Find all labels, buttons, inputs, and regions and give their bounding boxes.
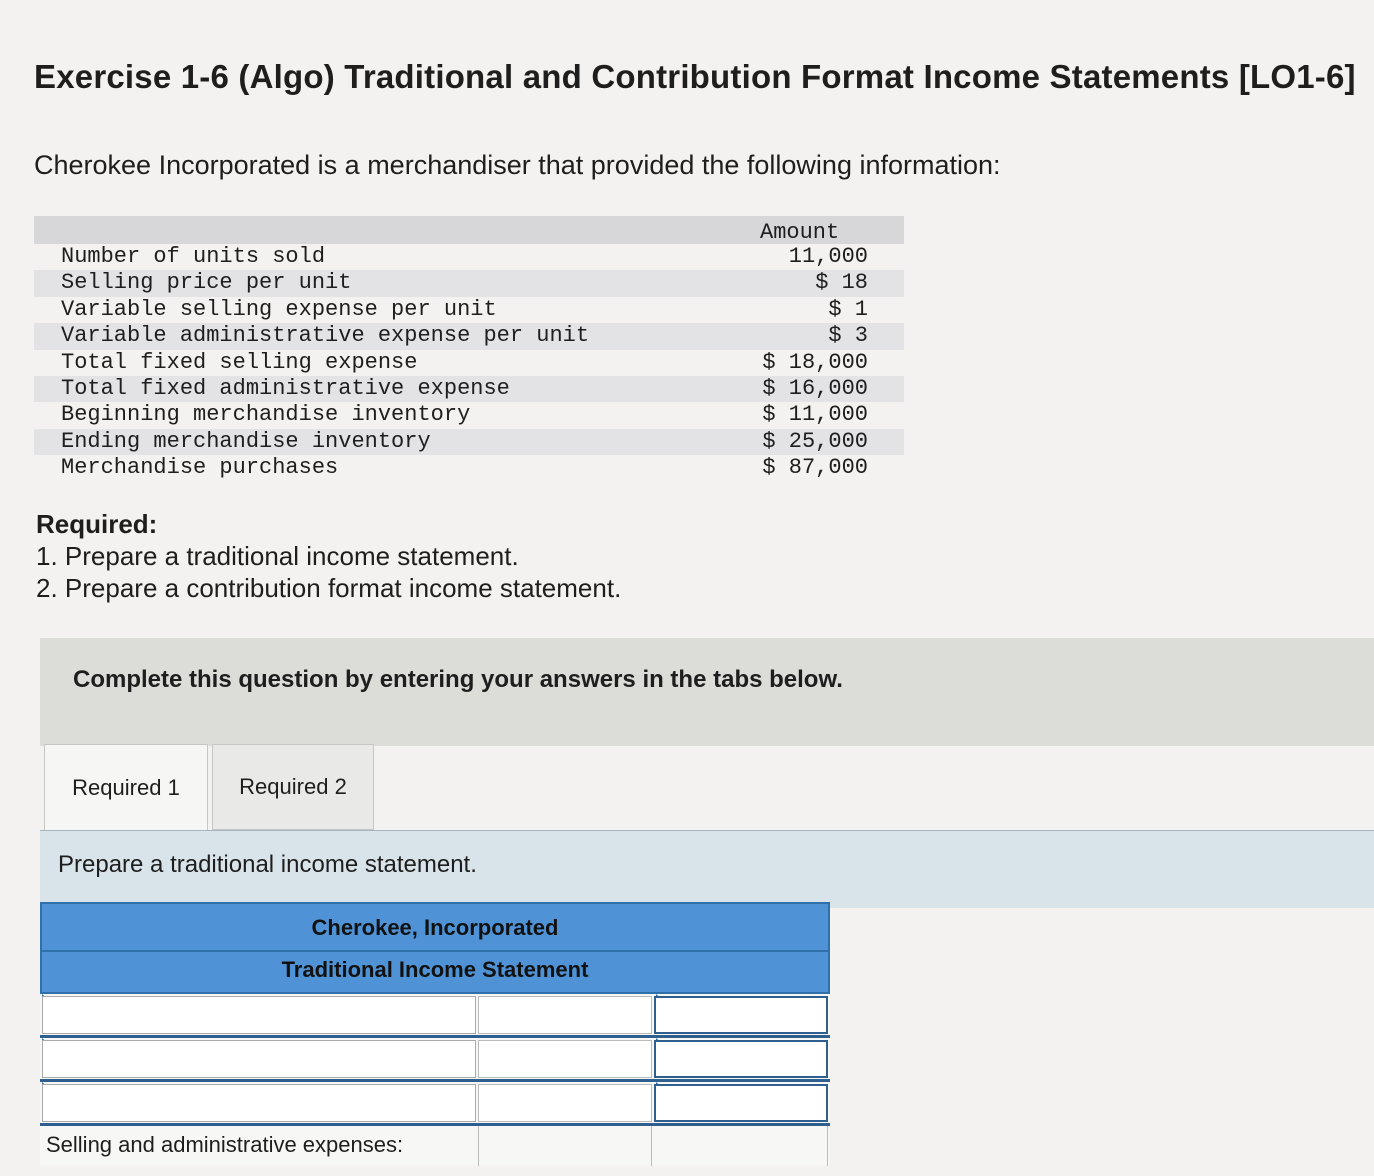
- amount-input[interactable]: [478, 996, 652, 1034]
- data-row-value: $ 16,000: [762, 375, 868, 401]
- data-row-value: $ 18: [815, 270, 868, 296]
- data-row: [34, 455, 904, 481]
- data-row-label: Merchandise purchases: [61, 455, 339, 481]
- statement-input-row: [40, 1038, 830, 1082]
- total-input[interactable]: [654, 1040, 828, 1078]
- statement-input-row: [40, 1082, 830, 1126]
- statement-header: [40, 902, 830, 994]
- amount-input[interactable]: [478, 1040, 652, 1078]
- data-row: [34, 376, 904, 402]
- data-row-label: Variable selling expense per unit: [61, 296, 497, 322]
- data-row-value: $ 25,000: [762, 428, 868, 454]
- required-section: [36, 508, 621, 604]
- line-item-select[interactable]: [42, 1084, 476, 1122]
- amount-input[interactable]: [478, 1084, 652, 1122]
- instruction-text: Complete this question by entering your answers in the tabs below.: [73, 666, 843, 693]
- intro-text: Cherokee Incorporated is a merchandiser that provided the following information:: [34, 150, 1001, 180]
- required-heading: Required:: [36, 509, 158, 539]
- line-item-select[interactable]: [42, 1040, 476, 1078]
- tab-required-2[interactable]: [212, 744, 374, 830]
- data-table-header: [34, 216, 904, 244]
- tab-label: Required 1: [72, 774, 180, 800]
- data-row: [34, 402, 904, 428]
- income-statement-form: [40, 902, 830, 1166]
- amount-input[interactable]: [478, 1126, 652, 1166]
- instruction-banner: [40, 638, 1374, 746]
- statement-company-name: Cherokee, Incorporated: [42, 904, 828, 952]
- page-title: Exercise 1-6 (Algo) Traditional and Contribution Format Income Statements [LO1-6]: [34, 58, 1356, 95]
- total-input[interactable]: [654, 1126, 828, 1166]
- total-input[interactable]: [654, 996, 828, 1034]
- data-row-label: Total fixed selling expense: [61, 349, 418, 375]
- tab-prompt-banner: [40, 830, 1374, 908]
- given-data-table: [34, 216, 904, 482]
- data-row-label: Total fixed administrative expense: [61, 375, 510, 401]
- tab-required-1[interactable]: [44, 744, 208, 830]
- data-row-value: $ 1: [828, 296, 868, 322]
- data-row: [34, 297, 904, 323]
- data-row-label: Number of units sold: [61, 244, 326, 269]
- statement-title: Traditional Income Statement: [281, 957, 589, 982]
- data-row: [34, 244, 904, 270]
- data-row: [34, 323, 904, 349]
- data-row-value: $ 87,000: [762, 455, 868, 481]
- data-row: [34, 350, 904, 376]
- required-item: 2. Prepare a contribution format income statement.: [36, 573, 622, 603]
- statement-section-row: [40, 1126, 830, 1166]
- total-input[interactable]: [654, 1084, 828, 1122]
- tab-label: Required 2: [239, 774, 347, 799]
- data-row: [34, 270, 904, 296]
- required-item: 1. Prepare a traditional income statement.: [36, 541, 519, 571]
- line-item-select[interactable]: [42, 996, 476, 1034]
- statement-input-row: [40, 994, 830, 1038]
- data-row-label: Selling price per unit: [61, 270, 352, 296]
- data-row-label: Beginning merchandise inventory: [61, 402, 471, 428]
- data-row-value: 11,000: [788, 244, 868, 269]
- data-row-label: Ending merchandise inventory: [61, 428, 431, 454]
- tab-prompt-text: Prepare a traditional income statement.: [58, 851, 477, 878]
- amount-column-header: Amount: [760, 220, 840, 245]
- data-row-value: $ 3: [828, 323, 868, 349]
- data-row-value: $ 18,000: [762, 349, 868, 375]
- section-label: Selling and administrative expenses:: [46, 1132, 404, 1157]
- data-row: [34, 429, 904, 455]
- data-row-label: Variable administrative expense per unit: [61, 323, 590, 349]
- data-row-value: $ 11,000: [762, 402, 868, 428]
